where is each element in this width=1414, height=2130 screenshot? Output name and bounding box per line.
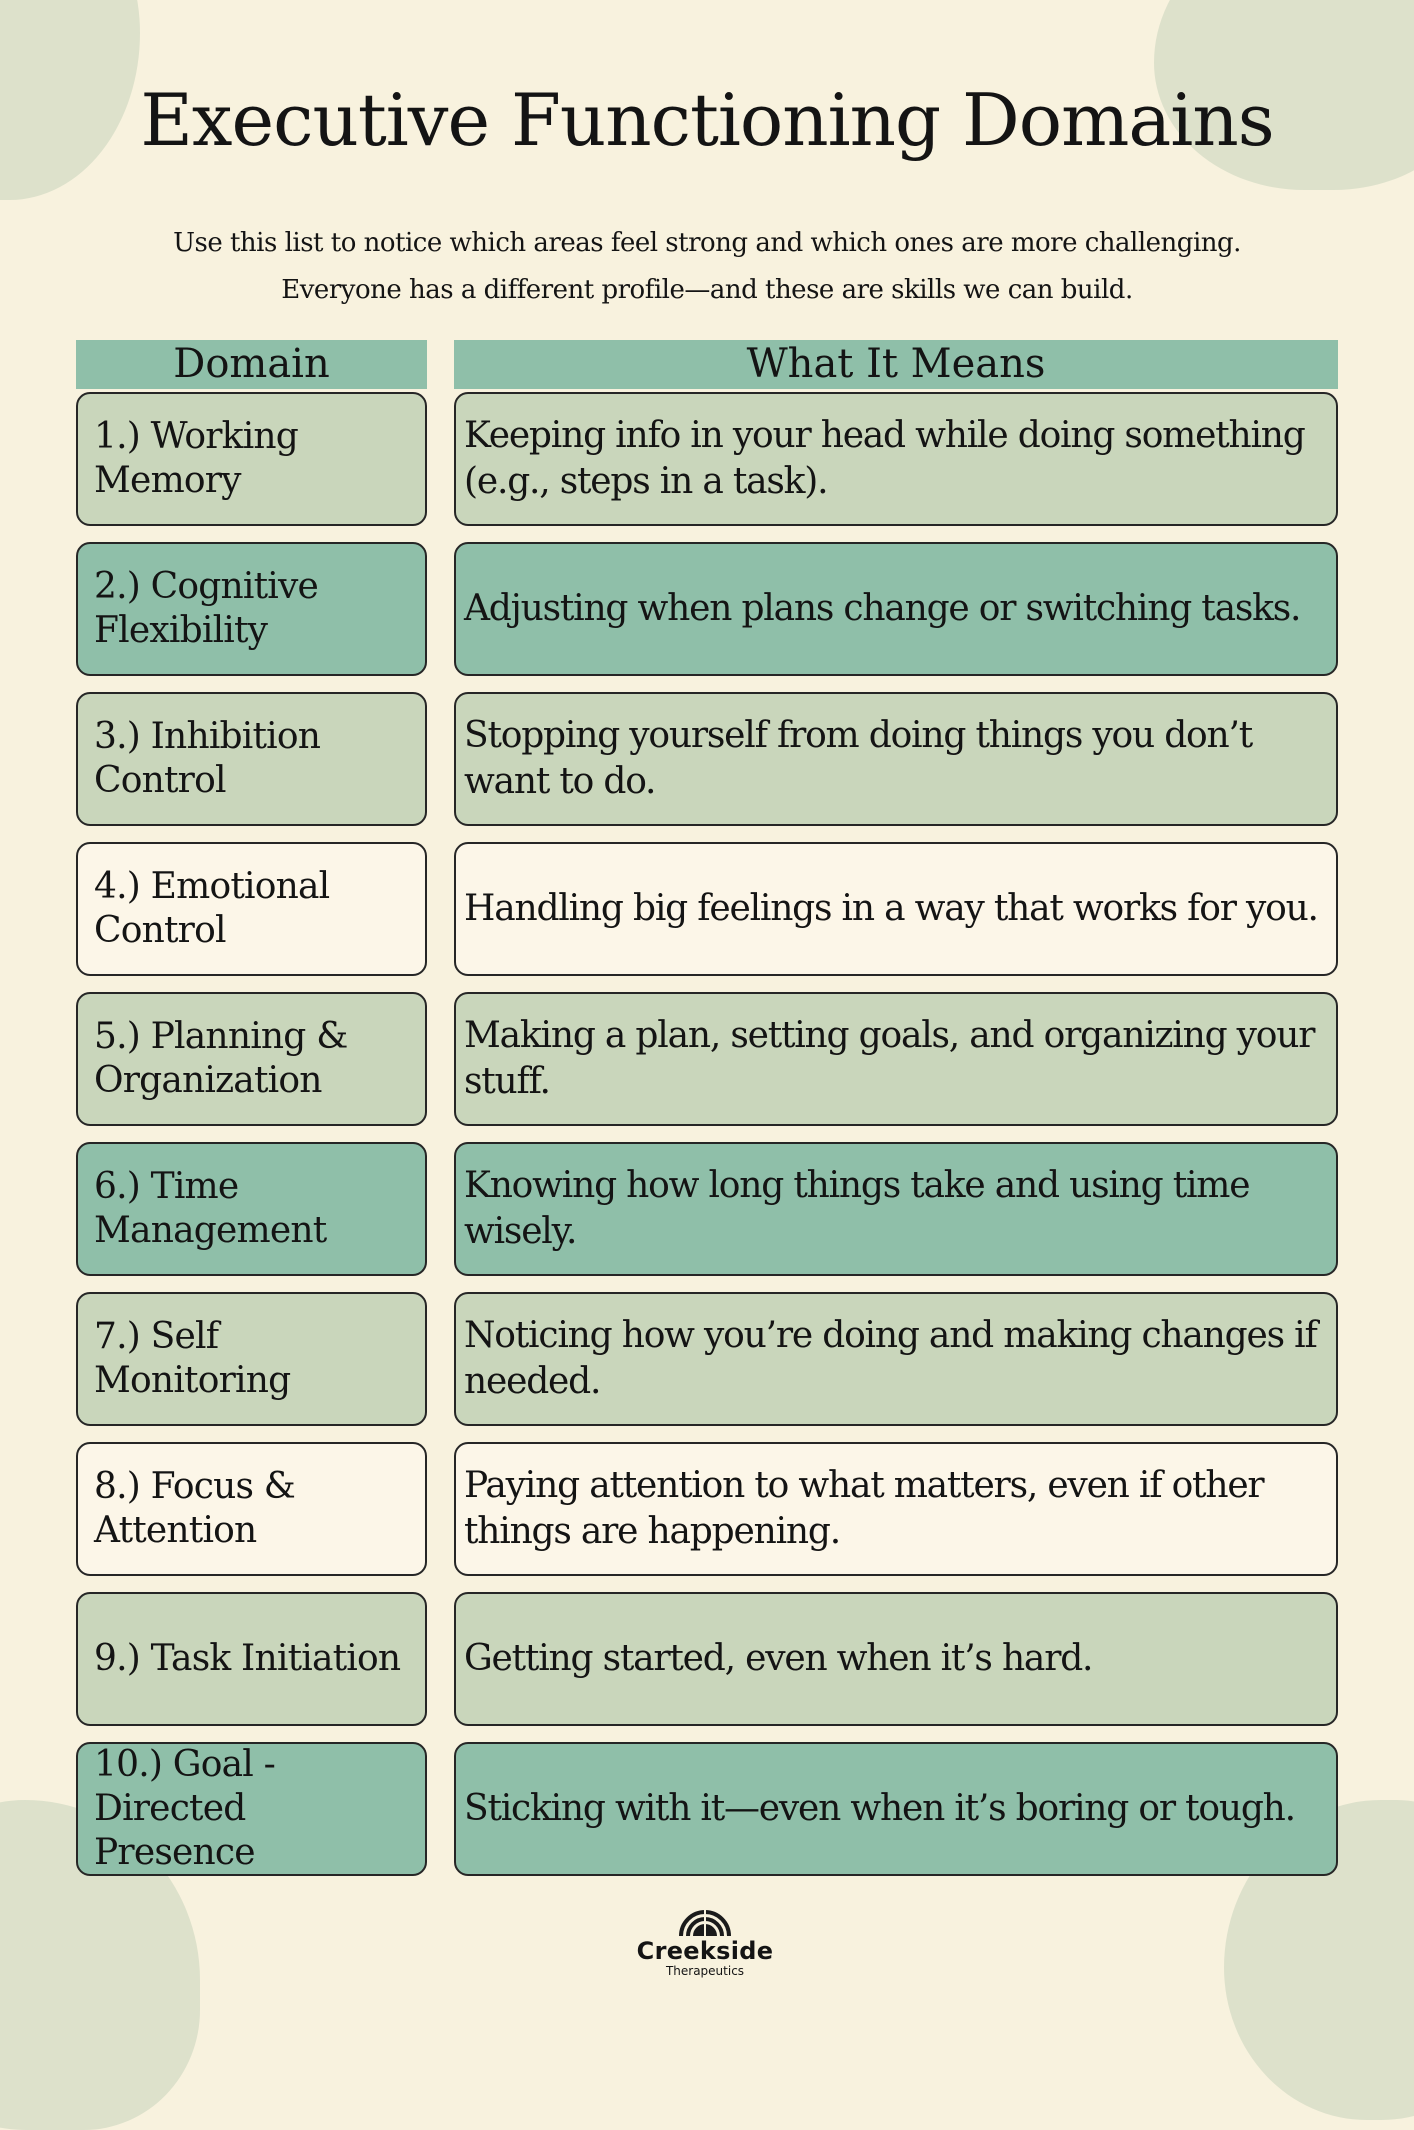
subtitle-line-1: Use this list to notice which areas feel strong and which ones are more challenging.	[173, 228, 1241, 258]
table-row	[0, 692, 1414, 830]
page-title: Executive Functioning Domains	[140, 78, 1274, 162]
meaning-cell: Paying attention to what matters, even if other things are happening.	[454, 1442, 1338, 1576]
brand-name: Creekside	[636, 1937, 774, 1965]
meaning-cell: Sticking with it—even when it’s boring or tough.	[454, 1742, 1338, 1876]
meaning-cell: Handling big feelings in a way that works for you.	[454, 842, 1338, 976]
meaning-cell: Stopping yourself from doing things you don’t want to do.	[454, 692, 1338, 826]
table-row	[0, 392, 1414, 530]
table-row	[0, 1592, 1414, 1730]
table-row	[0, 1442, 1414, 1580]
subtitle-line-2: Everyone has a different profile—and these are skills we can build.	[281, 275, 1133, 305]
meaning-cell: Adjusting when plans change or switching tasks.	[454, 542, 1338, 676]
domain-cell: 2.) Cognitive Flexibility	[76, 542, 427, 676]
domain-column-header: Domain	[76, 340, 427, 389]
domain-cell: 5.) Planning & Organization	[76, 992, 427, 1126]
meaning-cell: Noticing how you’re doing and making changes if needed.	[454, 1292, 1338, 1426]
domain-cell: 4.) Emotional Control	[76, 842, 427, 976]
domain-cell: 3.) Inhibition Control	[76, 692, 427, 826]
subtitle	[0, 220, 1414, 314]
domain-cell: 10.) Goal -Directed Presence	[76, 1742, 427, 1876]
table-row	[0, 1142, 1414, 1280]
meaning-column-header: What It Means	[454, 340, 1338, 389]
table-row	[0, 542, 1414, 680]
table-row	[0, 1742, 1414, 1880]
table-row	[0, 1292, 1414, 1430]
domain-cell: 8.) Focus & Attention	[76, 1442, 427, 1576]
brand-tagline: Therapeutics	[665, 1964, 745, 1978]
domain-cell: 7.) Self Monitoring	[76, 1292, 427, 1426]
domain-cell: 9.) Task Initiation	[76, 1592, 427, 1726]
domain-cell: 6.) Time Management	[76, 1142, 427, 1276]
meaning-cell: Making a plan, setting goals, and organizing your stuff.	[454, 992, 1338, 1126]
sunrise-arches-icon	[677, 1900, 733, 1938]
table-row	[0, 992, 1414, 1130]
meaning-cell: Knowing how long things take and using time wisely.	[454, 1142, 1338, 1276]
brand-logo	[620, 1900, 790, 1978]
meaning-cell: Getting started, even when it’s hard.	[454, 1592, 1338, 1726]
meaning-cell: Keeping info in your head while doing something (e.g., steps in a task).	[454, 392, 1338, 526]
domain-cell: 1.) Working Memory	[76, 392, 427, 526]
table-row	[0, 842, 1414, 980]
